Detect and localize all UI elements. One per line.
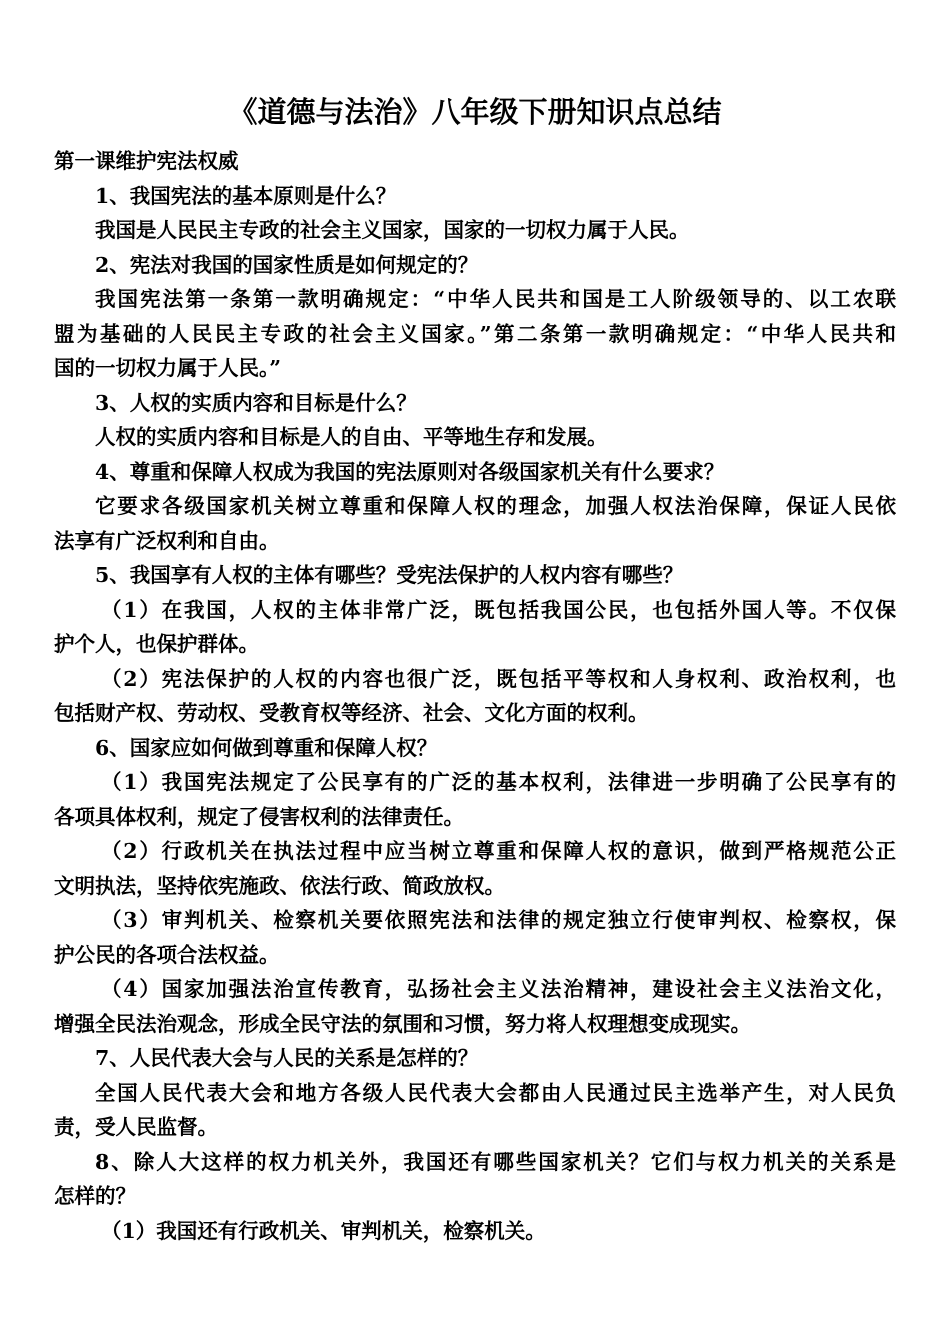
answer-line: 护公民的各项合法权益。 [54, 942, 280, 967]
document-title: 《道德与法治》八年级下册知识点总结 [228, 95, 722, 129]
question-line: 7、人民代表大会与人民的关系是怎样的？ [95, 1046, 479, 1070]
answer-line: 护个人，也保护群体。 [54, 632, 259, 656]
question-line: 6、国家应如何做到尊重和保障人权？ [95, 735, 438, 760]
answer-line: 各项具体权利，规定了侵害权利的法律责任。 [54, 804, 464, 829]
answer-line: （4）国家加强法治宣传教育，弘扬社会主义法治精神，建设社会主义法治文化， [101, 977, 896, 1001]
answer-line: （3）审判机关、检察机关要依照宪法和法律的规定独立行使审判权、检察权，保 [101, 908, 896, 932]
question-line: 5、我国享有人权的主体有哪些？受宪法保护的人权内容有哪些？ [95, 563, 684, 587]
question-line: 3、人权的实质内容和目标是什么？ [95, 390, 417, 415]
question-line: 2、宪法对我国的国家性质是如何规定的？ [95, 252, 479, 277]
answer-line: （2）行政机关在执法过程中应当树立尊重和保障人权的意识，做到严格规范公正 [101, 839, 896, 863]
answer-line: 盟为基础的人民民主专政的社会主义国家。”第二条第一款明确规定：“中华人民共和 [54, 321, 896, 346]
answer-line: 文明执法，坚持依宪施政、依法行政、简政放权。 [54, 873, 505, 898]
answer-line: 全国人民代表大会和地方各级人民代表大会都由人民通过民主选举产生，对人民负 [95, 1080, 896, 1105]
answer-line: 它要求各级国家机关树立尊重和保障人权的理念，加强人权法治保障，保证人民依 [95, 494, 896, 518]
answer-line: （1）我国宪法规定了公民享有的广泛的基本权利，法律进一步明确了公民享有的 [101, 770, 896, 794]
answer-line: 法享有广泛权利和自由。 [54, 528, 280, 553]
answer-line: （2）宪法保护的人权的内容也很广泛，既包括平等权和人身权利、政治权利，也 [101, 666, 896, 691]
answer-line: 人权的实质内容和目标是人的自由、平等地生存和发展。 [95, 425, 608, 449]
answer-line: 我国是人民民主专政的社会主义国家，国家的一切权力属于人民。 [95, 218, 690, 242]
answer-line: 我国宪法第一条第一款明确规定：“中华人民共和国是工人阶级领导的、以工农联 [95, 287, 896, 311]
answer-line: （1）我国还有行政机关、审判机关，检察机关。 [101, 1218, 546, 1243]
document-body [54, 144, 896, 1248]
answer-line: 增强全民法治观念，形成全民守法的氛围和习惯，努力将人权理想变成现实。 [54, 1011, 751, 1036]
question-line: 怎样的？ [54, 1184, 136, 1208]
answer-line: （1）在我国，人权的主体非常广泛，既包括我国公民，也包括外国人等。不仅保 [101, 597, 896, 622]
answer-line: 包括财产权、劳动权、受教育权等经济、社会、文化方面的权利。 [54, 701, 649, 725]
answer-line: 责，受人民监督。 [54, 1115, 218, 1139]
question-line: 4、尊重和保障人权成为我国的宪法原则对各级国家机关有什么要求？ [95, 459, 725, 484]
question-line: 1、我国宪法的基本原则是什么？ [95, 183, 397, 208]
section-heading: 第一课维护宪法权威 [54, 149, 239, 173]
question-line: 8、除人大这样的权力机关外，我国还有哪些国家机关？它们与权力机关的关系是 [95, 1149, 896, 1174]
answer-line: 国的一切权力属于人民。” [54, 356, 282, 380]
